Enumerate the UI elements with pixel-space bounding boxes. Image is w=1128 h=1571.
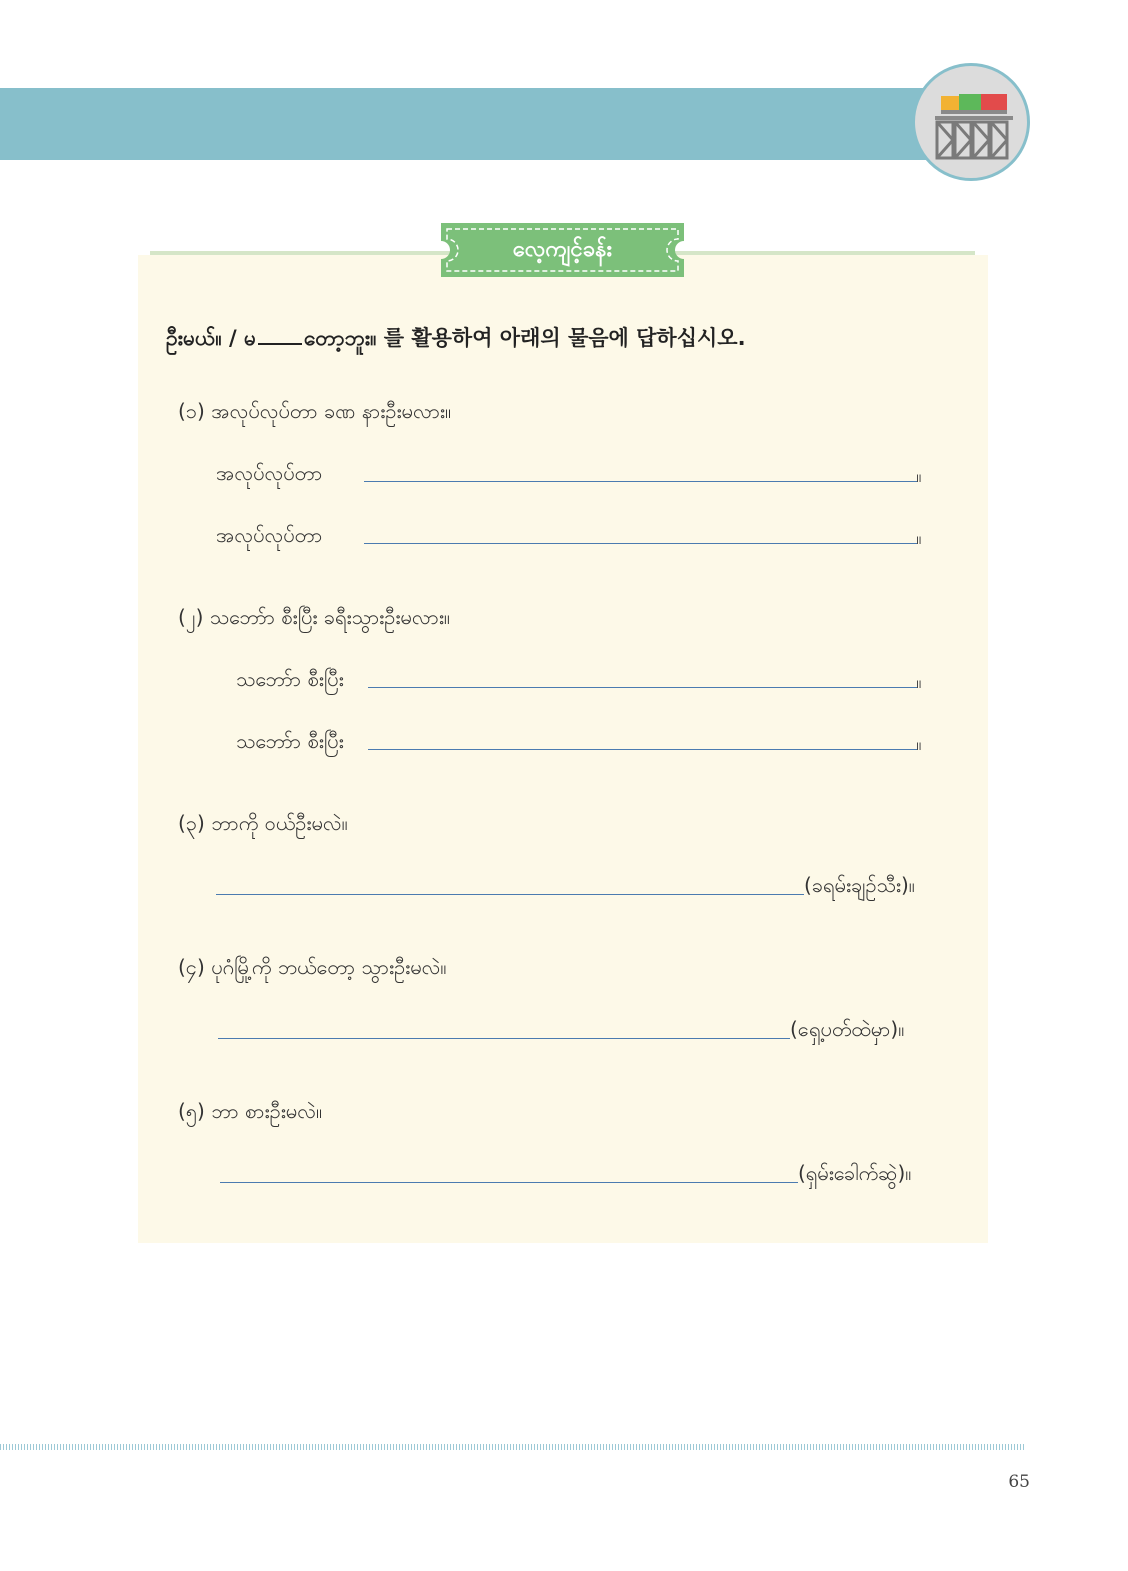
question-text: ဘာကို ဝယ်ဦးမလဲ။	[211, 811, 348, 835]
answer-line[interactable]	[364, 481, 917, 482]
instruction-phrase2-start: မ	[244, 326, 257, 350]
page-number: 65	[1008, 1472, 1030, 1492]
question-text: ပုဂံမြို့ကို ဘယ်တော့ သွားဦးမလဲ။	[211, 955, 447, 979]
instruction-phrase2-end: တော့ဘူး။	[304, 326, 377, 350]
answer-prefix: အလုပ်လုပ်တာ	[216, 461, 323, 485]
instruction-korean: 를 활용하여 아래의 물음에 답하십시오.	[383, 326, 746, 350]
instruction-separator: /	[229, 326, 237, 350]
question-number: (၄)	[178, 955, 205, 979]
section-tag-label: လေ့ကျင့်ခန်း	[512, 237, 613, 262]
question-2	[178, 604, 450, 634]
question-number: (၅)	[178, 1099, 205, 1123]
instruction-blank	[258, 327, 302, 345]
answer-end: ။	[916, 734, 922, 755]
answer-end: ။	[916, 672, 922, 693]
question-number: (၁)	[178, 399, 205, 423]
question-text: သဘော်ာ စီးပြီး ခရီးသွားဦးမလား။	[209, 605, 450, 629]
question-number: (၃)	[178, 811, 205, 835]
answer-hint: (ရှမ်းခေါက်ဆွဲ)။	[798, 1161, 912, 1185]
answer-line[interactable]	[218, 1038, 790, 1039]
question-4	[178, 954, 446, 984]
answer-prefix: အလုပ်လုပ်တာ	[216, 523, 323, 547]
section-tag	[441, 223, 684, 277]
header-band	[0, 88, 960, 160]
answer-hint: (ရှေ့ပတ်ထဲမှာ)။	[790, 1017, 905, 1041]
train-bridge-icon	[912, 63, 1030, 181]
question-number: (၂)	[178, 605, 204, 629]
answer-line[interactable]	[368, 687, 917, 688]
answer-end: ။	[916, 528, 922, 549]
instruction-phrase1: ဦးမယ်။	[166, 326, 222, 350]
question-text: အလုပ်လုပ်တာ ခဏ နားဦးမလား။	[211, 399, 452, 423]
question-text: ဘာ စားဦးမလဲ။	[211, 1099, 323, 1123]
answer-line[interactable]	[216, 894, 804, 895]
question-3	[178, 810, 348, 840]
question-5	[178, 1098, 322, 1128]
answer-hint: (ခရမ်းချဉ်သီး)။	[804, 873, 915, 897]
answer-prefix: သဘော်ာ စီးပြီး	[236, 667, 344, 691]
footer-divider	[0, 1444, 1026, 1450]
answer-line[interactable]	[364, 543, 917, 544]
answer-prefix: သဘော်ာ စီးပြီး	[236, 729, 344, 753]
answer-line[interactable]	[220, 1182, 798, 1183]
answer-end: ။	[916, 466, 922, 487]
instruction	[166, 322, 926, 356]
answer-line[interactable]	[368, 749, 917, 750]
question-1	[178, 398, 451, 428]
